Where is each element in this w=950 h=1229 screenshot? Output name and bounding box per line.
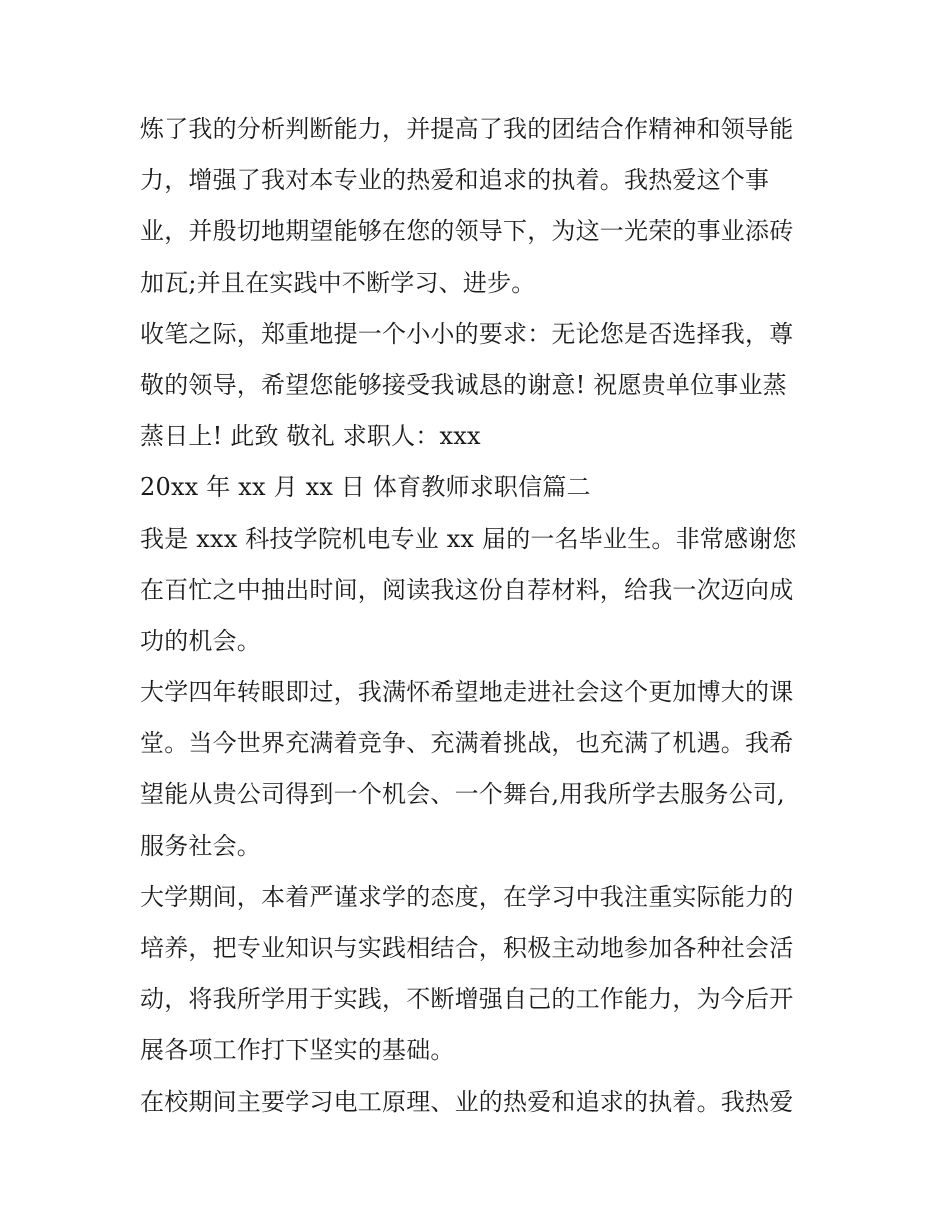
- text-line: 敬的领导，希望您能够接受我诚恳的谢意! 祝愿贵单位事业蒸: [140, 370, 787, 399]
- text-line: 动，将我所学用于实践，不断增强自己的工作能力，为今后开: [140, 985, 794, 1014]
- text-line: 力，增强了我对本专业的热爱和追求的执着。我热爱这个事: [140, 166, 770, 195]
- text-line: 大学期间，本着严谨求学的态度，在学习中我注重实际能力的: [140, 882, 794, 911]
- text-line: 在校期间主要学习电工原理、业的热爱和追求的执着。我热爱: [140, 1087, 794, 1116]
- text-line: 我是 xxx 科技学院机电专业 xx 届的一名毕业生。非常感谢您: [140, 524, 797, 553]
- text-line: 业，并殷切地期望能够在您的领导下，为这一光荣的事业添砖: [140, 217, 794, 246]
- text-line: 展各项工作打下坚实的基础。: [140, 1036, 455, 1065]
- text-line: 大学四年转眼即过，我满怀希望地走进社会这个更加博大的课: [140, 678, 794, 707]
- text-line: 炼了我的分析判断能力，并提高了我的团结合作精神和领导能: [140, 115, 794, 143]
- text-line: 服务社会。: [140, 831, 261, 860]
- text-line: 望能从贵公司得到一个机会、一个舞台,用我所学去服务公司,: [140, 780, 785, 809]
- text-line: 蒸日上! 此致 敬礼 求职人：xxx: [140, 422, 481, 451]
- text-line: 培养，把专业知识与实践相结合，积极主动地参加各种社会活: [140, 934, 794, 962]
- document-body: [140, 104, 820, 1128]
- text-line: 功的机会。: [140, 626, 261, 655]
- section-heading-line: 20xx 年 xx 月 xx 日 体育教师求职信篇二: [140, 473, 591, 502]
- text-line: 堂。当今世界充满着竞争、充满着挑战，也充满了机遇。我希: [140, 729, 794, 758]
- text-line: 在百忙之中抽出时间，阅读我这份自荐材料，给我一次迈向成: [140, 575, 794, 604]
- text-line: 收笔之际，郑重地提一个小小的要求：无论您是否选择我，尊: [140, 319, 794, 348]
- text-line: 加瓦;并且在实践中不断学习、进步。: [140, 268, 536, 297]
